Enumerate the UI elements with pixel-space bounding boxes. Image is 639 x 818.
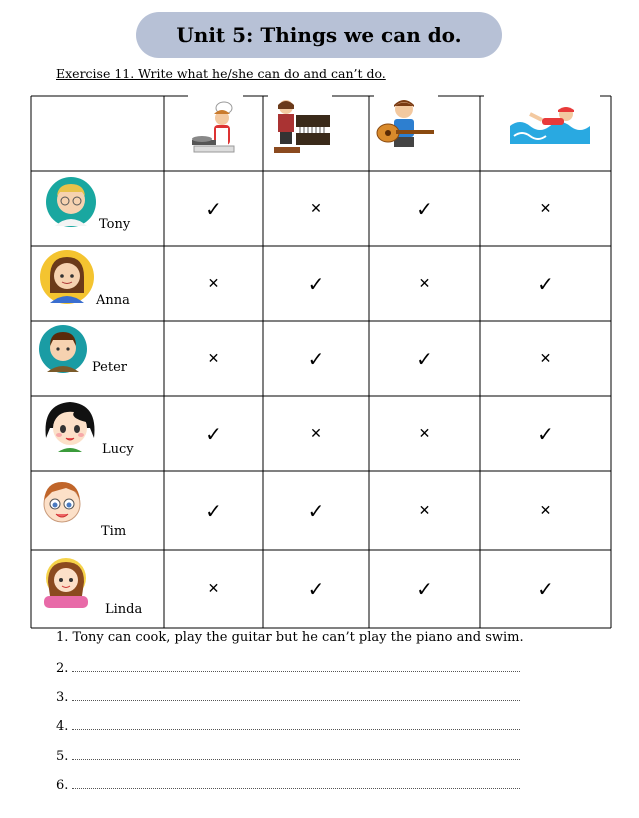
answer-number-4: 4. xyxy=(56,719,69,734)
check-mark: ✓ xyxy=(307,577,325,601)
kid-name-lucy: Lucy xyxy=(102,442,134,457)
cross-mark: ✕ xyxy=(539,200,552,217)
answer-line-3[interactable] xyxy=(56,690,520,705)
answer-blank-2[interactable] xyxy=(72,661,520,672)
mark-cell xyxy=(369,246,480,321)
check-mark: ✓ xyxy=(537,577,554,601)
mark-cell xyxy=(480,171,611,246)
mark-cell xyxy=(263,321,369,396)
answer-number-3: 3. xyxy=(56,690,69,705)
mark-cell xyxy=(164,471,263,550)
cross-mark: ✕ xyxy=(310,200,322,217)
avatar-linda xyxy=(38,556,94,610)
answer-number-6: 6. xyxy=(56,778,69,793)
answer-line-6[interactable] xyxy=(56,778,520,793)
cross-mark: ✕ xyxy=(418,425,431,442)
answer-blank-5[interactable] xyxy=(72,749,520,760)
check-mark: ✓ xyxy=(537,421,554,446)
cross-mark: ✕ xyxy=(207,275,220,292)
check-mark: ✓ xyxy=(205,196,222,221)
avatar-tim xyxy=(38,476,86,532)
check-mark: ✓ xyxy=(205,498,222,523)
guitar-icon xyxy=(374,97,438,155)
mark-cell xyxy=(480,471,611,550)
mark-cell xyxy=(480,321,611,396)
piano-icon xyxy=(268,97,332,159)
check-mark: ✓ xyxy=(416,346,433,371)
answer-blank-6[interactable] xyxy=(72,778,520,789)
kid-name-tim: Tim xyxy=(101,524,127,539)
avatar-tony xyxy=(44,176,98,228)
mark-cell xyxy=(369,321,480,396)
exercise-instruction: Exercise 11. Write what he/she can do and can’t do. xyxy=(56,66,386,81)
swimming-icon xyxy=(508,100,592,148)
page-title: Unit 5: Things we can do. xyxy=(136,12,502,58)
kid-name-tony: Tony xyxy=(99,217,131,232)
check-mark: ✓ xyxy=(307,498,325,523)
cross-mark: ✕ xyxy=(539,502,552,519)
mark-cell xyxy=(164,550,263,628)
mark-cell xyxy=(164,396,263,471)
mark-cell xyxy=(480,550,611,628)
answer-line-5[interactable] xyxy=(56,749,520,764)
check-mark: ✓ xyxy=(416,196,433,221)
mark-cell xyxy=(369,396,480,471)
cooking-icon xyxy=(186,100,242,158)
mark-cell xyxy=(164,321,263,396)
mark-cell xyxy=(164,171,263,246)
cross-mark: ✕ xyxy=(207,581,220,597)
kid-name-anna: Anna xyxy=(96,293,130,308)
answer-number-5: 5. xyxy=(56,749,69,764)
kid-name-peter: Peter xyxy=(92,360,127,375)
mark-cell xyxy=(164,246,263,321)
answer-blank-3[interactable] xyxy=(72,690,520,701)
check-mark: ✓ xyxy=(416,577,433,601)
mark-cell xyxy=(480,396,611,471)
check-mark: ✓ xyxy=(307,271,325,296)
avatar-peter xyxy=(37,324,89,374)
mark-cell xyxy=(369,171,480,246)
mark-cell xyxy=(263,171,369,246)
mark-cell xyxy=(369,550,480,628)
answer-number-2: 2. xyxy=(56,661,69,676)
mark-cell xyxy=(369,471,480,550)
answer-line-1 xyxy=(56,630,524,645)
mark-cell xyxy=(480,246,611,321)
cross-mark: ✕ xyxy=(310,425,322,442)
answer-text-1: 1. Tony can cook, play the guitar but he can’t play the piano and swim. xyxy=(56,630,524,645)
cross-mark: ✕ xyxy=(207,350,220,367)
mark-cell xyxy=(263,246,369,321)
mark-cell xyxy=(263,471,369,550)
check-mark: ✓ xyxy=(537,271,554,296)
cross-mark: ✕ xyxy=(418,502,431,519)
mark-cell xyxy=(263,550,369,628)
cross-mark: ✕ xyxy=(539,350,552,367)
kid-name-linda: Linda xyxy=(105,602,143,617)
answer-line-4[interactable] xyxy=(56,719,520,734)
cross-mark: ✕ xyxy=(418,275,431,292)
mark-cell xyxy=(263,396,369,471)
avatar-lucy xyxy=(40,398,100,454)
answer-blank-4[interactable] xyxy=(72,719,520,730)
check-mark: ✓ xyxy=(307,346,325,371)
answer-line-2[interactable] xyxy=(56,661,520,676)
check-mark: ✓ xyxy=(205,421,222,446)
avatar-anna xyxy=(38,249,96,305)
